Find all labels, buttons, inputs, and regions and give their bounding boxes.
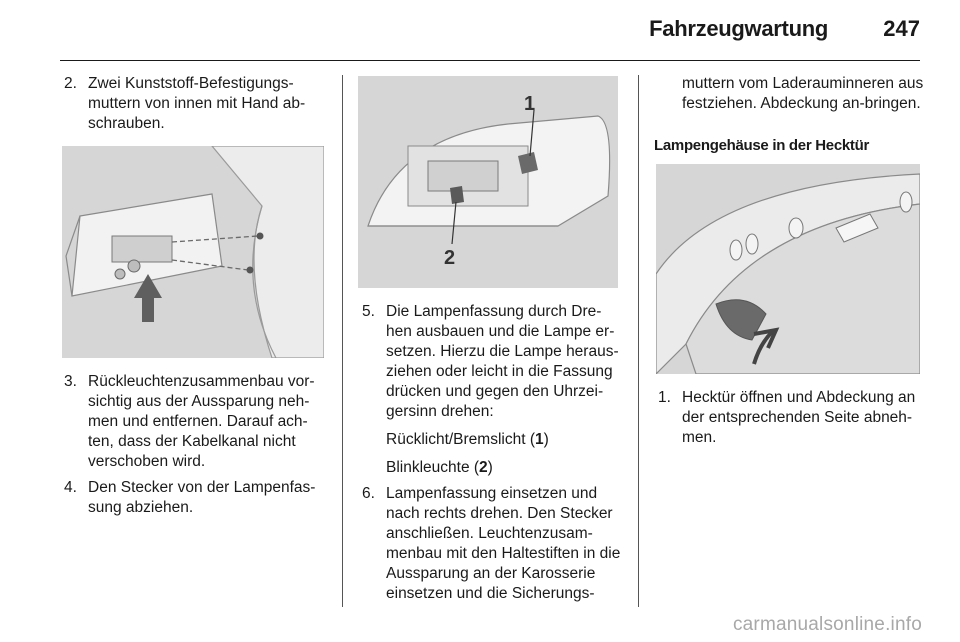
step-number: 2. bbox=[64, 75, 77, 92]
item-ref: 2 bbox=[479, 459, 488, 476]
taillight-removal-illustration bbox=[62, 146, 324, 358]
step-text: Rückleuchtenzusammenbau vor-sichtig aus der Aussparung neh-men und entfernen. Darauf ach-ten, dass der Kabelkanal nicht verschoben wird. bbox=[88, 373, 315, 470]
tailgate-cover-illustration bbox=[656, 164, 920, 374]
page-header-title: Fahrzeugwartung bbox=[649, 16, 828, 41]
step-4 bbox=[64, 478, 326, 518]
column-2 bbox=[362, 74, 622, 610]
item-close: ) bbox=[487, 459, 493, 476]
column-divider-1 bbox=[342, 75, 343, 607]
callout-1: 1 bbox=[524, 93, 536, 115]
item-label: Blinkleuchte ( bbox=[386, 459, 480, 476]
page-number: 247 bbox=[883, 16, 920, 41]
step-number: 4. bbox=[64, 479, 77, 496]
step-6 bbox=[362, 484, 622, 604]
step-number: 5. bbox=[362, 303, 375, 320]
bulb-item-turn-signal bbox=[362, 458, 622, 478]
continuation-text: muttern vom Laderauminneren aus festziehen. Abdeckung an-bringen. bbox=[682, 75, 924, 112]
column-divider-2 bbox=[638, 75, 639, 607]
step-3 bbox=[64, 372, 326, 472]
bulb-item-tail-brake bbox=[362, 430, 622, 450]
step-text: Die Lampenfassung durch Dre-hen ausbauen und die Lampe er-setzen. Hierzu die Lampe heraus-ziehen oder leicht in die Fassung drücken und gegen den Uhrzei-gersinn drehen: bbox=[386, 303, 619, 420]
step-text: Den Stecker von der Lampenfas-sung abziehen. bbox=[88, 479, 316, 516]
figure-taillight-removal bbox=[62, 146, 324, 358]
step-text: Lampenfassung einsetzen und nach rechts drehen. Den Stecker anschließen. Leuchtenzusam-menbau mit den Haltestiften in die Aussparung an der Karosserie einsetzen und die Sicherungs- bbox=[386, 485, 621, 602]
section-heading: Lampengehäuse in der Hecktür bbox=[654, 137, 869, 154]
column-3 bbox=[654, 74, 924, 454]
step-2 bbox=[64, 74, 326, 134]
step-5 bbox=[362, 302, 622, 422]
item-close: ) bbox=[543, 431, 549, 448]
watermark: carmanualsonline.info bbox=[732, 614, 922, 635]
callout-2: 2 bbox=[444, 247, 456, 269]
step-number: 3. bbox=[64, 373, 77, 390]
figure-bulb-sockets bbox=[358, 76, 618, 288]
figure-tailgate-cover bbox=[656, 164, 920, 374]
step-number: 1. bbox=[658, 389, 671, 406]
item-ref: 1 bbox=[535, 431, 544, 448]
column-1 bbox=[64, 74, 326, 524]
header-rule bbox=[60, 60, 920, 61]
step-text: Zwei Kunststoff-Befestigungs-muttern von innen mit Hand ab-schrauben. bbox=[88, 75, 306, 132]
bulb-sockets-illustration bbox=[358, 76, 618, 288]
step-1 bbox=[658, 388, 924, 448]
step-number: 6. bbox=[362, 485, 375, 502]
step-text: Hecktür öffnen und Abdeckung an der entsprechenden Seite abneh-men. bbox=[682, 389, 916, 446]
item-label: Rücklicht/Bremslicht ( bbox=[386, 431, 535, 448]
